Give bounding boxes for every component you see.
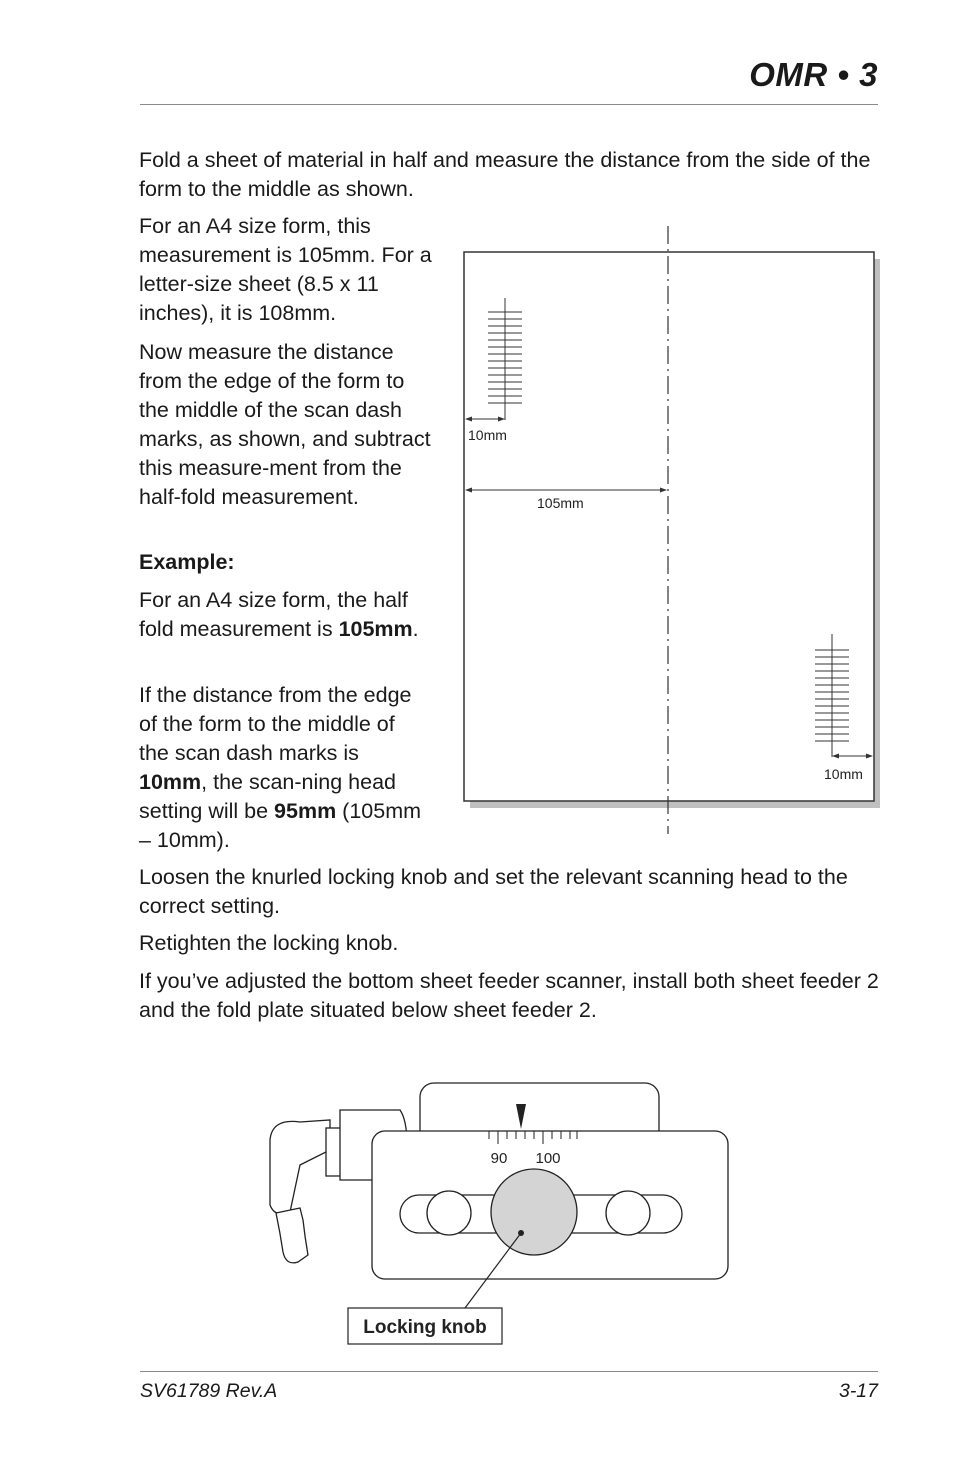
example-1-end: .	[412, 617, 419, 641]
footer-rule	[140, 1371, 878, 1372]
footer-page-number: 3-17	[838, 1380, 878, 1402]
page-header-title: OMR • 3	[749, 56, 878, 93]
step-install-feeder: If you’ve adjusted the bottom sheet feeder scanner, install both sheet feeder 2 and the fold plate situated below sheet feeder 2.	[139, 969, 879, 1022]
slot-screw-right	[606, 1191, 650, 1235]
example-paragraph-2	[139, 681, 429, 855]
footer-doc-id: SV61789 Rev.A	[140, 1380, 278, 1402]
half-fold-105mm-label: 105mm	[537, 495, 584, 511]
example-heading: Example:	[139, 550, 235, 574]
locking-knob-diagram	[260, 1075, 740, 1350]
left-10mm-label: 10mm	[468, 427, 507, 443]
example-2-text: If the distance from the edge of the form to the middle of the scan dash marks is	[139, 683, 412, 765]
example-2-middle: , the scan-ning head setting will be	[139, 770, 396, 823]
step-loosen-knob: Loosen the knurled locking knob and set the relevant scanning head to the correct setting.	[139, 865, 848, 918]
scale-label-90: 90	[490, 1150, 508, 1167]
dash-mark-paragraph: Now measure the distance from the edge of the form to the middle of the scan dash marks, as shown, and subtract this measure-ment from the half-fold measurement.	[139, 340, 431, 509]
callout-label: Locking knob	[363, 1317, 487, 1338]
form-measurement-diagram	[455, 222, 887, 837]
example-2-bold-setting: 95mm	[274, 799, 337, 823]
form-sheet	[464, 252, 874, 801]
scale-label-100: 100	[535, 1150, 561, 1167]
callout-dot	[518, 1230, 524, 1236]
header-rule	[140, 104, 878, 105]
step-retighten-knob: Retighten the locking knob.	[139, 931, 399, 955]
slot-screw-left	[427, 1191, 471, 1235]
example-2-end: (105mm – 10mm).	[139, 799, 422, 852]
bracket-tab	[276, 1208, 308, 1263]
right-10mm-label: 10mm	[824, 766, 863, 782]
example-1-bold-value: 105mm	[338, 617, 413, 641]
locking-knob	[491, 1169, 577, 1255]
example-paragraph-1	[139, 586, 439, 644]
scanner-head-bracket	[270, 1120, 330, 1213]
example-1-text: For an A4 size form, the half fold measurement is	[139, 588, 408, 641]
intro-paragraph: Fold a sheet of material in half and measure the distance from the side of the form to the middle as shown.	[139, 148, 871, 201]
example-2-bold-distance: 10mm	[139, 770, 202, 794]
a4-measurement-paragraph: For an A4 size form, this measurement is 105mm. For a letter-size sheet (8.5 x 11 inches), it is 108mm.	[139, 214, 432, 325]
